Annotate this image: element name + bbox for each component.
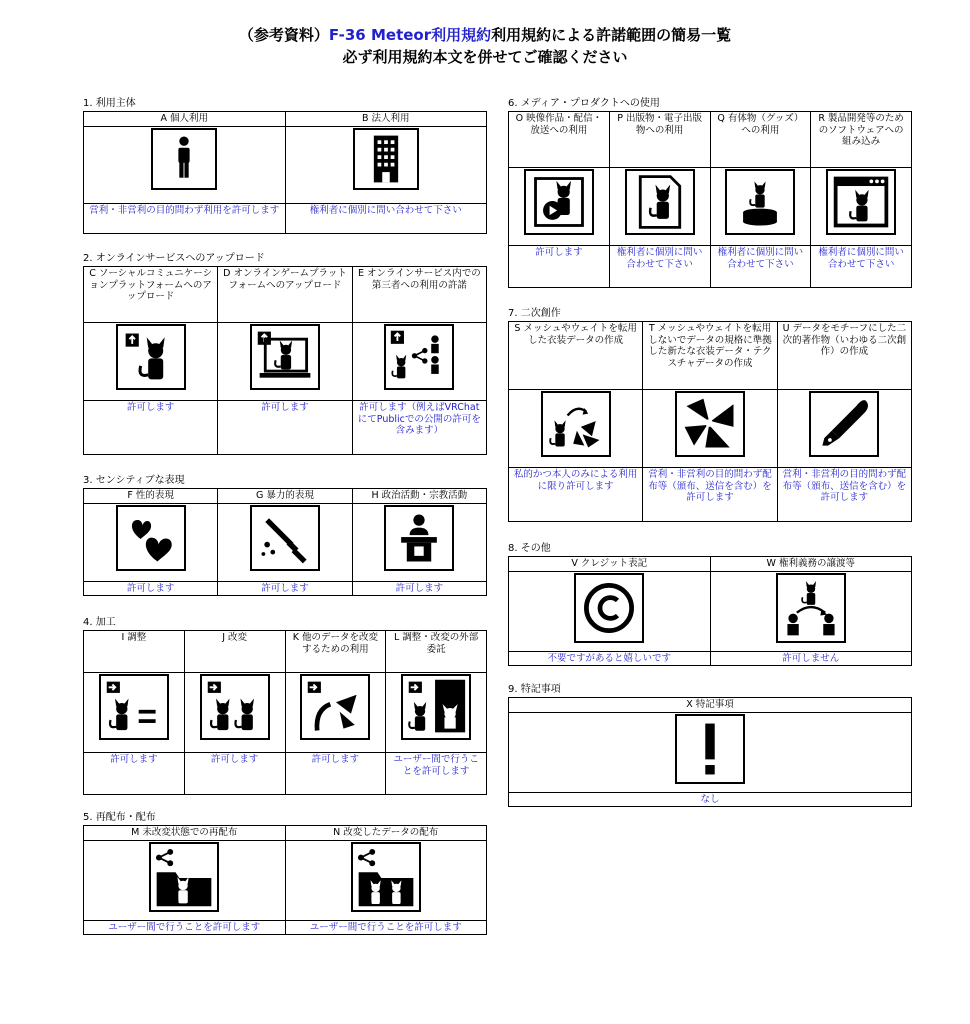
exclamation-icon [675, 714, 745, 784]
note-d: 許可します [218, 401, 352, 455]
header-k: K 他のデータを改変するための利用 [285, 631, 386, 673]
header-i: I 調整 [84, 631, 185, 673]
section-title: 3. センシティブな表現 [83, 475, 185, 486]
use-for-modify-icon [300, 674, 370, 740]
note-k: 許可します [285, 753, 386, 795]
note-f: 許可します [84, 581, 218, 596]
section-processing [83, 616, 487, 795]
adjust-icon [99, 674, 169, 740]
header-h: H 政治活動・宗教活動 [352, 489, 486, 504]
header-u: U データをモチーフにした二次的著作物（いわゆる二次創作）の作成 [777, 322, 911, 390]
new-costume-icon [675, 391, 745, 457]
title-notice: 必ず利用規約本文を併せてご確認ください [342, 48, 628, 66]
section-online-upload [83, 252, 487, 455]
note-h: 許可します [352, 581, 486, 596]
costume-convert-icon [541, 391, 611, 457]
header-c: C ソーシャルコミュニケーションプラットフォームへのアップロード [84, 267, 218, 323]
title-prefix: （参考資料） [238, 26, 329, 44]
header-r: R 製品開発等のためのソフトウェアへの組み込み [811, 112, 912, 168]
section-title: 4. 加工 [83, 617, 116, 628]
note-u: 営利・非営利の目的問わず配布等（頒布、送信を含む）を許可します [777, 468, 911, 522]
building-icon [353, 128, 419, 190]
header-m: M 未改変状態での再配布 [84, 826, 286, 841]
note-m: ユーザー間で行うことを許可します [84, 920, 286, 935]
section-title: 7. 二次創作 [508, 308, 561, 319]
section-title: 9. 特記事項 [508, 684, 561, 695]
transfer-icon [776, 573, 846, 643]
podium-icon [384, 505, 454, 571]
section-title: 8. その他 [508, 543, 551, 554]
section-special-notes [508, 683, 912, 807]
person-icon [151, 128, 217, 190]
note-i: 許可します [84, 753, 185, 795]
header-e: E オンラインサービス内での第三者への利用の許諾 [352, 267, 486, 323]
section-title: 5. 再配布・配布 [83, 812, 156, 823]
note-g: 許可します [218, 581, 352, 596]
sns-upload-icon [116, 324, 186, 390]
note-o: 許可します [509, 246, 610, 288]
header-p: P 出版物・電子出版物への利用 [609, 112, 710, 168]
note-c: 許可します [84, 401, 218, 455]
header-v: V クレジット表記 [509, 557, 711, 572]
page-title [0, 24, 970, 68]
header-j: J 改変 [184, 631, 285, 673]
publication-icon [625, 169, 695, 235]
note-b: 権利者に個別に問い合わせて下さい [285, 203, 487, 233]
hearts-icon [116, 505, 186, 571]
header-n: N 改変したデータの配布 [285, 826, 487, 841]
section-distribution [83, 811, 487, 935]
header-f: F 性的表現 [84, 489, 218, 504]
header-w: W 権利義務の譲渡等 [710, 557, 912, 572]
header-b: B 法人利用 [285, 112, 487, 127]
section-other [508, 542, 912, 666]
note-x: なし [509, 792, 912, 807]
title-terms-link[interactable]: F-36 Meteor利用規約 [328, 26, 492, 44]
section-derivative-works [508, 307, 912, 522]
distribute-modified-icon [351, 842, 421, 912]
outsource-icon [401, 674, 471, 740]
note-n: ユーザー間で行うことを許可します [285, 920, 487, 935]
knife-icon [250, 505, 320, 571]
note-v: 不要ですがあると嬉しいです [509, 651, 711, 666]
software-icon [826, 169, 896, 235]
section-media-products [508, 97, 912, 288]
section-title: 1. 利用主体 [83, 98, 136, 109]
section-title: 2. オンラインサービスへのアップロード [83, 253, 265, 264]
header-s: S メッシュやウェイトを転用した衣装データの作成 [509, 322, 643, 390]
note-j: 許可します [184, 753, 285, 795]
title-suffix: 利用規約による許諾範囲の簡易一覧 [491, 26, 732, 44]
header-t: T メッシュやウェイトを転用しないでデータの規格に準拠した新たな衣装データ・テクスチャデータの作成 [643, 322, 777, 390]
copyright-icon [574, 573, 644, 643]
note-w: 許可しません [710, 651, 912, 666]
header-d: D オンラインゲームプラットフォームへのアップロード [218, 267, 352, 323]
note-t: 営利・非営利の目的問わず配布等（頒布、送信を含む）を許可します [643, 468, 777, 522]
section-sensitive [83, 474, 487, 596]
note-a: 営利・非営利の目的問わず利用を許可します [84, 203, 286, 233]
section-user-type [83, 97, 487, 234]
header-l: L 調整・改変の外部委託 [386, 631, 487, 673]
header-a: A 個人利用 [84, 112, 286, 127]
section-title: 6. メディア・プロダクトへの使用 [508, 98, 660, 109]
note-r: 権利者に個別に問い合わせて下さい [811, 246, 912, 288]
pen-icon [809, 391, 879, 457]
share-third-party-icon [384, 324, 454, 390]
note-l: ユーザー間で行うことを許可します [386, 753, 487, 795]
note-s: 私的かつ本人のみによる利用に限り許可します [509, 468, 643, 522]
header-o: O 映像作品・配信・放送への利用 [509, 112, 610, 168]
note-p: 権利者に個別に問い合わせて下さい [609, 246, 710, 288]
header-x: X 特記事項 [509, 698, 912, 713]
modify-icon [200, 674, 270, 740]
note-e: 許可します（例えばVRChatにてPublicでの公開の許可を含みます） [352, 401, 486, 455]
goods-icon [725, 169, 795, 235]
header-q: Q 有体物（グッズ）への利用 [710, 112, 811, 168]
video-icon [524, 169, 594, 235]
header-g: G 暴力的表現 [218, 489, 352, 504]
redistribute-icon [149, 842, 219, 912]
note-q: 権利者に個別に問い合わせて下さい [710, 246, 811, 288]
game-upload-icon [250, 324, 320, 390]
